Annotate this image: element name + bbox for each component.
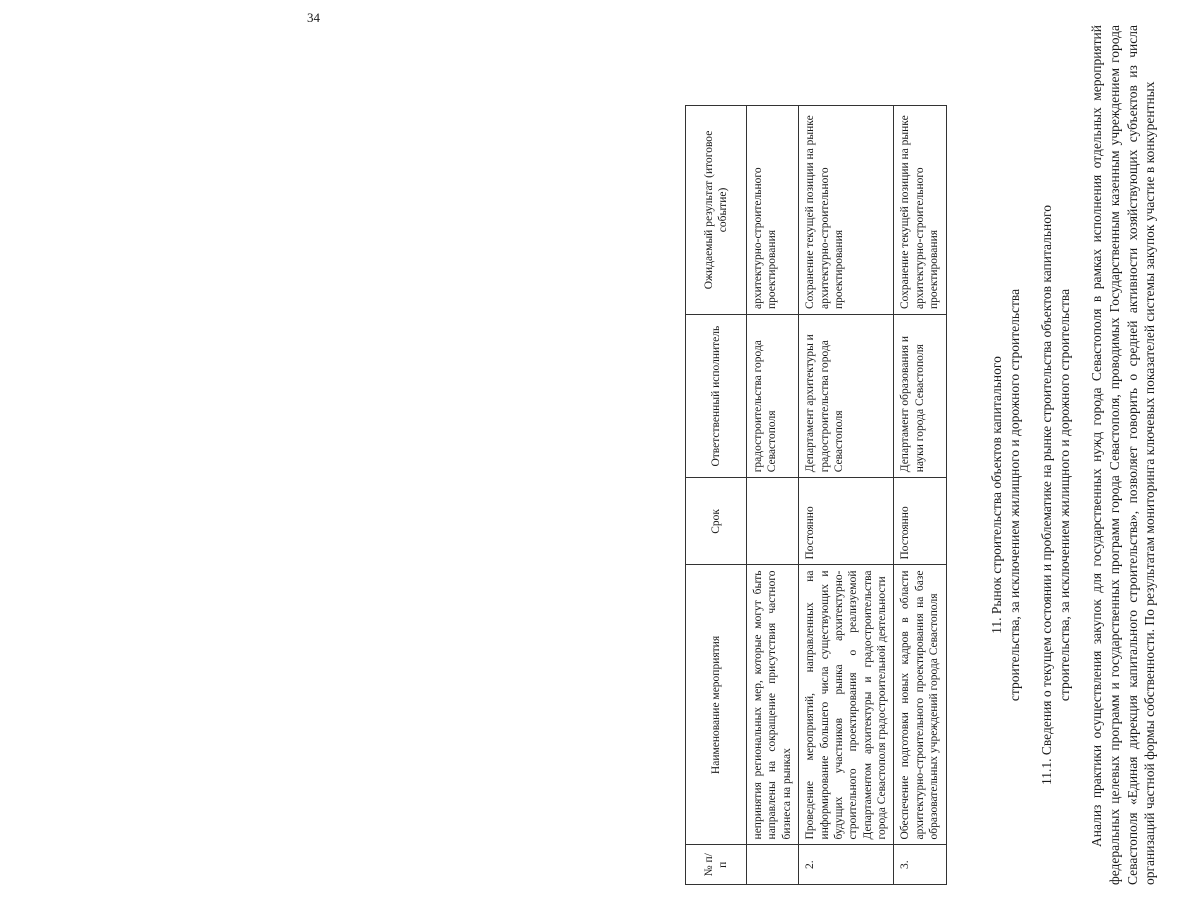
section-11-1-heading bbox=[1038, 105, 1073, 885]
cell-term: Постоянно bbox=[799, 478, 894, 565]
header-name: Наименование мероприятия bbox=[686, 565, 747, 845]
cell-result: Сохранение текущей позиции на рынке архитектурно-строительного проектирования bbox=[894, 106, 946, 315]
header-executor: Ответственный исполнитель bbox=[686, 314, 747, 477]
cell-name: Обеспечение подготовки новых кадров в области архитектурно-строительного проектирования на базе образовательных учреждений города Севастополя bbox=[894, 565, 946, 845]
cell-executor: Департамент образования и науки города Севастополя bbox=[894, 314, 946, 477]
cell-result: Сохранение текущей позиции на рынке архитектурно-строительного проектирования bbox=[799, 106, 894, 315]
cell-num bbox=[747, 845, 799, 885]
cell-result: архитектурно-строительного проектирования bbox=[747, 106, 799, 315]
cell-executor: градостроительства города Севастополя bbox=[747, 314, 799, 477]
cell-term: Постоянно bbox=[894, 478, 946, 565]
header-term: Срок bbox=[686, 478, 747, 565]
section-11-heading bbox=[988, 105, 1023, 885]
header-result: Ожидаемый результат (итоговое событие) bbox=[686, 106, 747, 315]
cell-num: 3. bbox=[894, 845, 946, 885]
page-number: 34 bbox=[307, 10, 320, 25]
header-num: № п/п bbox=[686, 845, 747, 885]
table-row bbox=[799, 106, 894, 885]
table-row bbox=[747, 106, 799, 885]
section-11-1-heading-line1: 11.1. Сведения о текущем состоянии и проблематике на рынке строительства объектов капитального bbox=[1039, 205, 1054, 785]
body-paragraph: Анализ практики осуществления закупок для государственных нужд города Севастополя в рамках исполнения отдельных мероприятий федеральных целевых программ и государственных программ города Севастополя, проводимых Государственным казенным учреждением города Севастополя «Единая дирекция капитального строительства», позволяет говорить о средней активности хозяйствующих субъектов из числа организаций частной формы собственности. По результатам мониторинга ключевых показателей системы закупок участие в конкурентных bbox=[1089, 25, 1158, 885]
rotated-page-content bbox=[600, 15, 1190, 895]
cell-num: 2. bbox=[799, 845, 894, 885]
cell-name: Проведение мероприятий, направленных на информирование большего числа существующих и будущих участников рынка архитектурно-строительного проектирования о реализуемой Департаментом архитектуры и градостроительства города Севастополя градостроительной деятельности bbox=[799, 565, 894, 845]
table-header-row bbox=[686, 106, 747, 885]
table-row bbox=[894, 106, 946, 885]
cell-name: непринятия региональных мер, которые могут быть направлены на сокращение присутствия частного бизнеса на рынках bbox=[747, 565, 799, 845]
section-11-heading-line2: строительства, за исключением жилищного и дорожного строительства bbox=[1006, 288, 1022, 702]
cell-term bbox=[747, 478, 799, 565]
section-11-heading-line1: 11. Рынок строительства объектов капитального bbox=[989, 356, 1004, 634]
cell-executor: Департамент архитектуры и градостроительства города Севастополя bbox=[799, 314, 894, 477]
measures-table bbox=[685, 105, 947, 885]
section-11-1-heading-line2: строительства, за исключением жилищного и дорожного строительства bbox=[1056, 288, 1072, 702]
